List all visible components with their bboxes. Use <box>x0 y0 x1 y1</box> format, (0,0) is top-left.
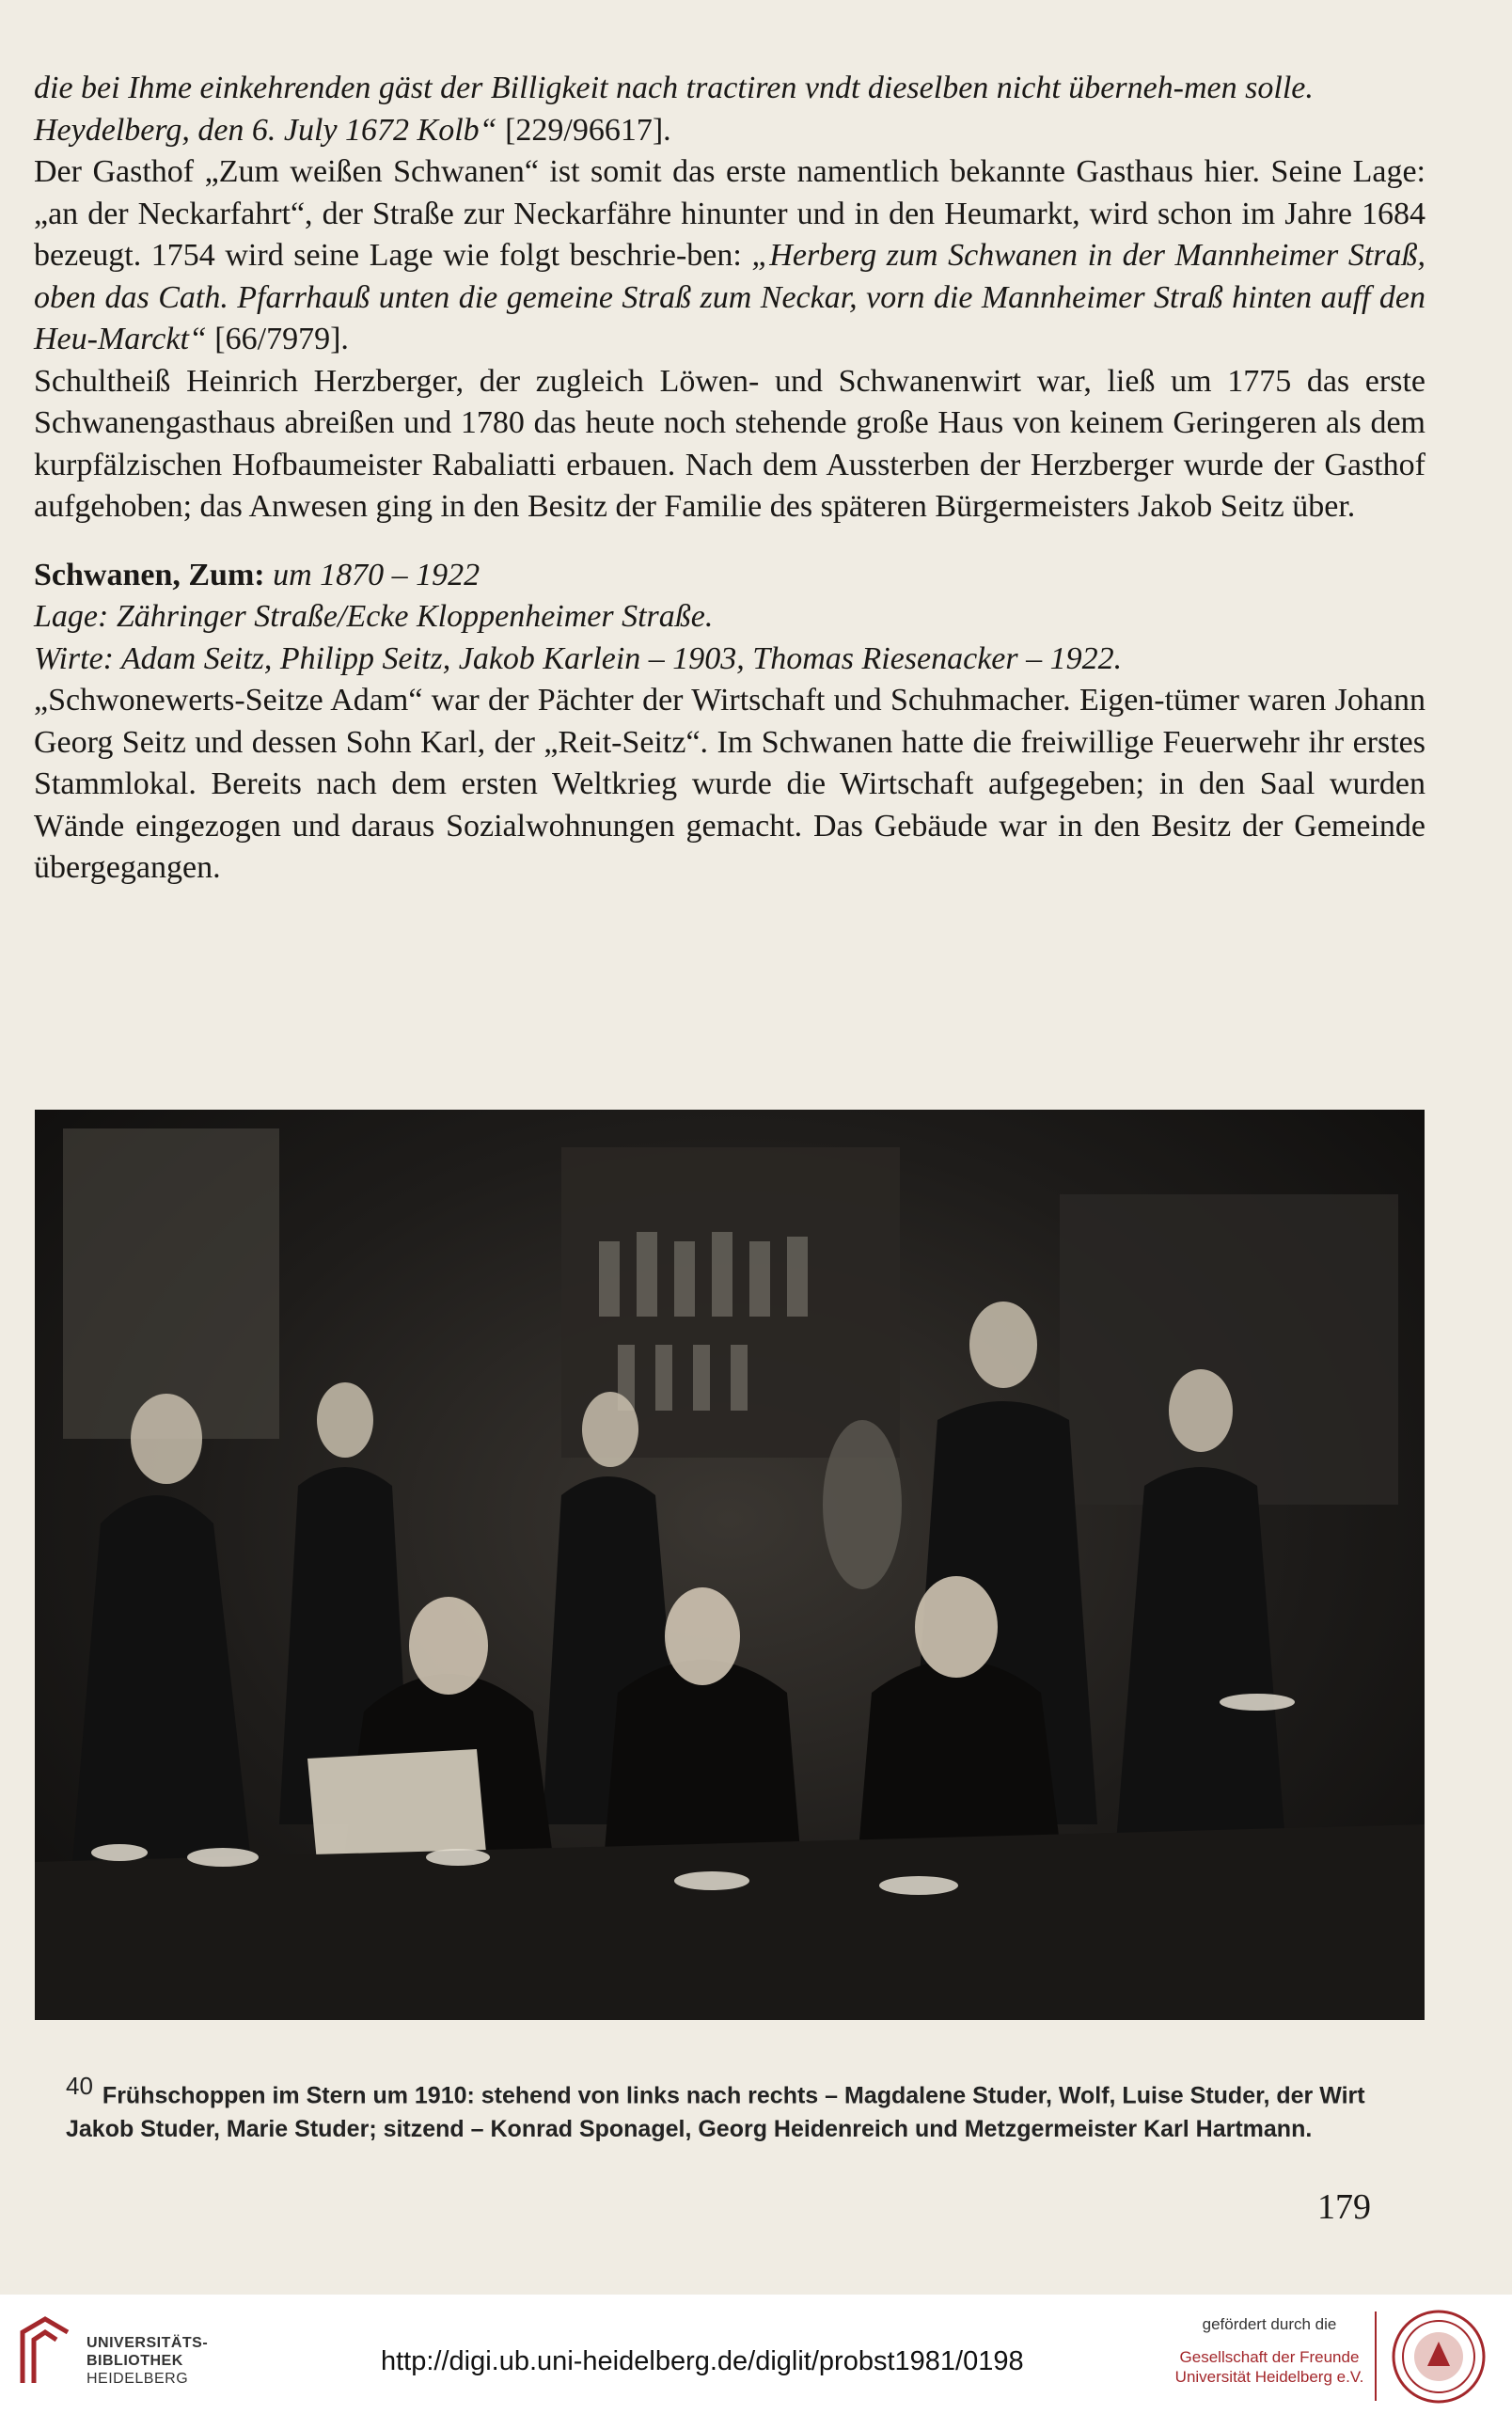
page-number: 179 <box>1317 2187 1371 2227</box>
photo-caption <box>66 2069 1420 2146</box>
digital-object-url[interactable]: http://digi.ub.uni-heidelberg.de/diglit/probst1981/0198 <box>381 2346 1024 2376</box>
university-seal-icon <box>1390 2308 1488 2406</box>
sponsor-organization: Gesellschaft der Freunde Universität Heidelberg e.V. <box>1174 2348 1364 2386</box>
university-library-logo-icon <box>17 2313 73 2389</box>
paragraph-herzberger: Schultheiß Heinrich Herzberger, der zugleich Löwen- und Schwanenwirt war, ließ um 1775 das erste Schwanengasthaus abreißen und 1780 das heute noch stehende große Haus von keinem Geringeren als dem kurpfälzischen Hofbaumeister Rabaliatti erbauen. Nach dem Aussterben der Herzberger wurde der Gasthof aufgehoben; das Anwesen ging in den Besitz der Familie des späteren Bürgermeisters Jakob Seitz über. <box>34 363 1425 524</box>
entry-hosts: Wirte: Adam Seitz, Philipp Seitz, Jakob Karlein – 1903, Thomas Riesenacker – 1922. <box>34 640 1123 676</box>
historic-photograph <box>35 1110 1425 2020</box>
sponsor-divider <box>1375 2311 1377 2401</box>
body-text <box>34 68 1425 890</box>
entry-location: Lage: Zähringer Straße/Ecke Kloppenheimer Straße. <box>34 599 714 634</box>
quote-signature: Heydelberg, den 6. July 1672 Kolb“ [229/96617]. <box>34 112 671 148</box>
figure-number: 40 <box>66 2072 93 2100</box>
paragraph-gasthof: Der Gasthof „Zum weißen Schwanen“ ist somit das erste namentlich bekannte Gasthaus hier. Seine Lage: „an der Neckarfahrt“, der Straße zur Neckarfähre hinunter und in den Heumarkt, wird schon im Jahre 1684 bezeugt. 1754 wird seine Lage wie folgt beschrie-ben: „Herberg zum Schwanen in der Mannheimer Straß, oben das Cath. Pfarrhauß unten die gemeine Straß zum Neckar, vorn die Mannheimer Straß hinten auff den Heu-Marckt“ [66/7979]. <box>34 154 1426 356</box>
digitization-footer <box>0 2295 1512 2414</box>
entry-heading: Schwanen, Zum: <box>34 557 265 592</box>
photo-illustration <box>35 1110 1425 2020</box>
quote-continuation: die bei Ihme einkehrenden gäst der Billigkeit nach tractiren vndt dieselben nicht überneh-men solle. <box>34 71 1314 105</box>
caption-text: Frühschoppen im Stern um 1910: stehend von links nach rechts – Magdalene Studer, Wolf, Luise Studer, der Wirt Jakob Studer, Marie Studer; sitzend – Konrad Sponagel, Georg Heidenreich und Metzgermeister Karl Hartmann. <box>66 2082 1365 2143</box>
sponsor-block <box>1166 2315 1373 2387</box>
entry-body: „Schwonewerts-Seitze Adam“ war der Pächter der Wirtschaft und Schuhmacher. Eigen-tümer waren Johann Georg Seitz und dessen Sohn Karl, der „Reit-Seitz“. Im Schwanen hatte die freiwillige Feuerwehr ihr erstes Stammlokal. Bereits nach dem ersten Weltkrieg wurde die Wirtschaft aufgegeben; in den Saal wurden Wände eingezogen und daraus Sozialwohnungen gemacht. Das Gebäude war in den Besitz der Gemeinde übergegangen. <box>34 683 1425 885</box>
entry-heading-line <box>34 555 1425 597</box>
library-name: UNIVERSITÄTS- BIBLIOTHEK HEIDELBERG <box>87 2335 209 2387</box>
sponsor-label: gefördert durch die <box>1202 2315 1337 2333</box>
entry-period: um 1870 – 1922 <box>264 557 480 592</box>
